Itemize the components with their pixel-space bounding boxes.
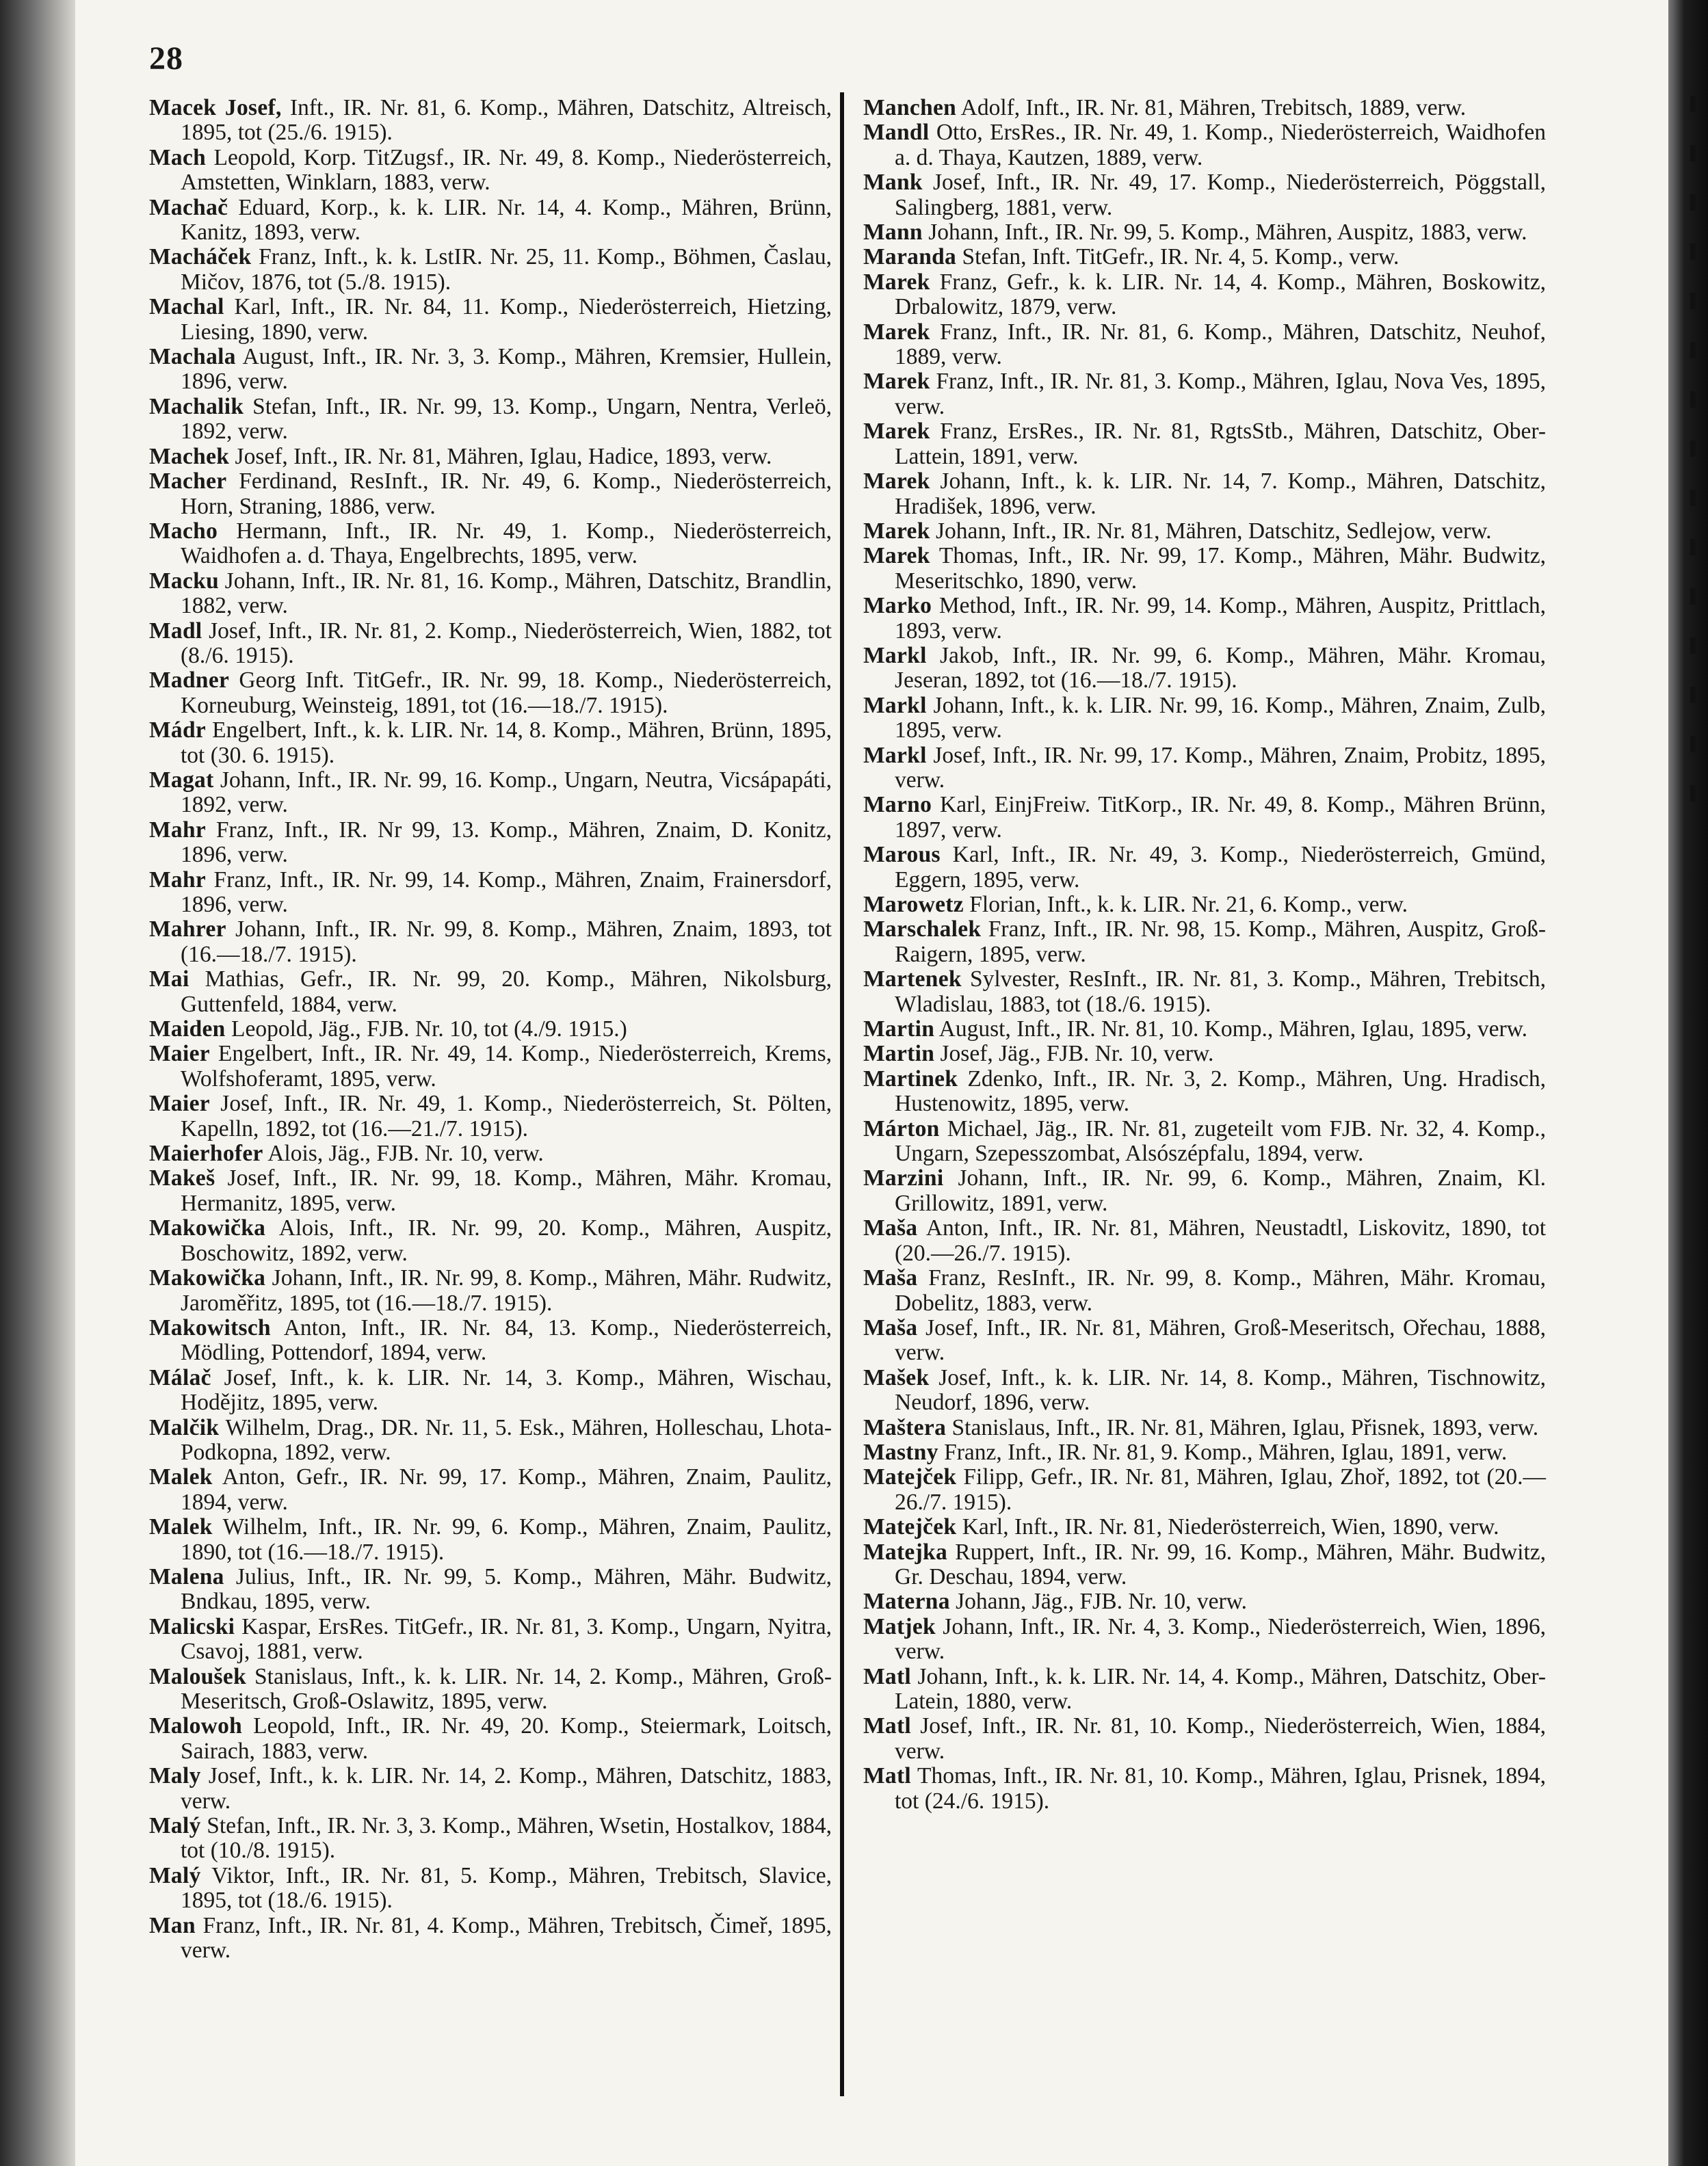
roster-entry bbox=[149, 1141, 832, 1166]
roster-entry bbox=[149, 1615, 832, 1665]
entry-details: Stefan, Inft. TitGefr., IR. Nr. 4, 5. Komp., verw. bbox=[956, 244, 1400, 270]
entry-surname: Matl bbox=[863, 1763, 912, 1789]
roster-entry bbox=[149, 818, 832, 868]
edge-mark bbox=[1690, 637, 1696, 654]
entry-surname: Makowička bbox=[149, 1215, 266, 1241]
roster-entry bbox=[863, 1540, 1546, 1590]
entry-details: Stefan, Inft., IR. Nr. 3, 3. Komp., Mähren, Wsetin, Hostalkov, 1884, tot (10./8. 1915). bbox=[181, 1813, 832, 1864]
entry-details: Adolf, Inft., IR. Nr. 81, Mähren, Trebitsch, 1889, verw. bbox=[956, 95, 1467, 120]
roster-entry bbox=[863, 1465, 1546, 1515]
entry-details: Josef, Inft., k. k. LIR. Nr. 14, 2. Komp., Mähren, Datschitz, 1883, verw. bbox=[181, 1763, 832, 1814]
roster-entry bbox=[149, 1515, 832, 1565]
entry-surname: Matejček bbox=[863, 1464, 957, 1490]
entry-details: Kaspar, ErsRes. TitGefr., IR. Nr. 81, 3. Komp., Ungarn, Nyitra, Csavoj, 1881, verw. bbox=[181, 1613, 832, 1665]
edge-mark bbox=[1690, 539, 1696, 555]
entry-surname: Malčik bbox=[149, 1414, 220, 1440]
entry-details: Josef, Inft., IR. Nr. 81, Mähren, Groß-Meseritsch, Ořechau, 1888, verw. bbox=[895, 1315, 1546, 1366]
entry-details: Karl, EinjFreiw. TitKorp., IR. Nr. 49, 8. Komp., Mähren Brünn, 1897, verw. bbox=[895, 792, 1546, 843]
roster-entry bbox=[863, 694, 1546, 743]
entry-surname: Maly bbox=[149, 1763, 201, 1789]
entry-details: Johann, Inft., IR. Nr. 99, 6. Komp., Mähren, Znaim, Kl. Grillowitz, 1891, verw. bbox=[895, 1165, 1546, 1216]
entry-details: Karl, Inft., IR. Nr. 49, 3. Komp., Niederösterreich, Gmünd, Eggern, 1895, verw. bbox=[895, 842, 1546, 893]
entry-details: Johann, Inft., IR. Nr. 99, 8. Komp., Mähren, Mähr. Rudwitz, Jaroměřitz, 1895, tot (16.—18./7. 1915). bbox=[181, 1265, 832, 1316]
entry-surname: Martinek bbox=[863, 1066, 958, 1092]
column-divider bbox=[840, 92, 844, 2096]
entry-surname: Markl bbox=[863, 692, 927, 718]
entry-surname: Marek bbox=[863, 369, 930, 395]
roster-entry bbox=[149, 1042, 832, 1092]
entry-details: Josef, Inft., IR. Nr. 49, 1. Komp., Niederösterreich, St. Pölten, Kapelln, 1892, tot (16.—21./7. 1915). bbox=[181, 1091, 832, 1141]
roster-entry bbox=[863, 1764, 1546, 1814]
entry-details: Stefan, Inft., IR. Nr. 99, 13. Komp., Ungarn, Nentra, Verleö, 1892, verw. bbox=[181, 393, 832, 445]
roster-entry bbox=[149, 917, 832, 967]
entry-details: Eduard, Korp., k. k. LIR. Nr. 14, 4. Komp., Mähren, Brünn, Kanitz, 1893, verw. bbox=[181, 194, 832, 246]
roster-entry bbox=[149, 1166, 832, 1216]
entry-surname: Makeš bbox=[149, 1165, 215, 1191]
entry-details: Franz, Inft., IR. Nr. 81, 6. Komp., Mähren, Datschitz, Neuhof, 1889, verw. bbox=[895, 319, 1546, 370]
roster-entry bbox=[863, 519, 1546, 544]
roster-entry bbox=[149, 1764, 832, 1814]
entry-details: Michael, Jäg., IR. Nr. 81, zugeteilt vom FJB. Nr. 32, 4. Komp., Ungarn, Szepesszombat, Alsószépfalu, 1894, verw. bbox=[895, 1115, 1546, 1167]
roster-entry bbox=[863, 1515, 1546, 1540]
entry-surname: Madner bbox=[149, 668, 230, 694]
entry-details: Leopold, Inft., IR. Nr. 49, 20. Komp., Steiermark, Loitsch, Sairach, 1883, verw. bbox=[181, 1713, 832, 1764]
entry-surname: Mašek bbox=[863, 1364, 930, 1390]
entry-surname: Manchen bbox=[863, 95, 957, 120]
entry-surname: Mann bbox=[863, 220, 923, 246]
roster-entry bbox=[149, 1316, 832, 1366]
entry-details: Inft., IR. Nr. 81, 6. Komp., Mähren, Datschitz, Altreisch, 1895, tot (25./6. 1915). bbox=[181, 95, 832, 146]
entry-surname: Marko bbox=[863, 593, 932, 619]
roster-entry bbox=[863, 369, 1546, 419]
roster-entry bbox=[863, 270, 1546, 320]
entry-surname: Matl bbox=[863, 1713, 912, 1739]
entry-details: Franz, Inft., IR. Nr 99, 13. Komp., Mähren, Znaim, D. Konitz, 1896, verw. bbox=[181, 817, 832, 868]
entry-details: Franz, Inft., IR. Nr. 81, 9. Komp., Mähren, Iglau, 1891, verw. bbox=[938, 1439, 1508, 1465]
entry-surname: Macháček bbox=[149, 244, 252, 270]
roster-entry bbox=[863, 1017, 1546, 1042]
entry-details: Franz, Inft., IR. Nr. 81, 4. Komp., Mähren, Trebitsch, Čimeř, 1895, verw. bbox=[181, 1912, 832, 1964]
entry-details: Alois, Jäg., FJB. Nr. 10, verw. bbox=[263, 1141, 544, 1167]
entry-surname: Mandl bbox=[863, 120, 930, 146]
edge-mark bbox=[1690, 785, 1696, 802]
roster-entry bbox=[149, 619, 832, 669]
roster-entry bbox=[149, 519, 832, 569]
entry-surname: Marek bbox=[863, 419, 930, 445]
roster-entry bbox=[149, 1366, 832, 1416]
roster-entry bbox=[149, 1416, 832, 1466]
roster-entry bbox=[863, 1316, 1546, 1366]
entry-surname: Márton bbox=[863, 1115, 940, 1141]
entry-details: Mathias, Gefr., IR. Nr. 99, 20. Komp., Mähren, Nikolsburg, Guttenfeld, 1884, verw. bbox=[181, 966, 832, 1017]
entry-details: Leopold, Korp. TitZugsf., IR. Nr. 49, 8. Komp., Niederösterreich, Amstetten, Winklarn, 1883, verw. bbox=[181, 144, 832, 196]
roster-entry bbox=[149, 295, 832, 345]
roster-entry bbox=[863, 220, 1546, 245]
entry-surname: Mank bbox=[863, 170, 923, 196]
entry-details: Alois, Inft., IR. Nr. 99, 20. Komp., Mähren, Auspitz, Boschowitz, 1892, verw. bbox=[181, 1215, 832, 1266]
entry-surname: Makowitsch bbox=[149, 1315, 271, 1340]
entry-details: Thomas, Inft., IR. Nr. 99, 17. Komp., Mähren, Mähr. Budwitz, Meseritschko, 1890, verw. bbox=[895, 543, 1546, 594]
roster-entry bbox=[863, 320, 1546, 370]
entry-details: Johann, Inft., k. k. LIR. Nr. 14, 4. Komp., Mähren, Datschitz, Ober-Latein, 1880, verw. bbox=[895, 1663, 1546, 1714]
entry-details: Ferdinand, ResInft., IR. Nr. 49, 6. Komp., Niederösterreich, Horn, Straning, 1886, verw. bbox=[181, 468, 832, 519]
entry-surname: Maier bbox=[149, 1091, 210, 1117]
entry-surname: Machala bbox=[149, 344, 236, 370]
edge-mark bbox=[1690, 145, 1696, 161]
roster-entry bbox=[863, 743, 1546, 793]
entry-surname: Machek bbox=[149, 443, 230, 469]
entry-surname: Mahr bbox=[149, 867, 207, 893]
roster-entry bbox=[149, 146, 832, 196]
roster-entry bbox=[863, 1440, 1546, 1465]
entry-details: Josef, Jäg., FJB. Nr. 10, verw. bbox=[934, 1041, 1214, 1067]
roster-entry bbox=[863, 1416, 1546, 1440]
entry-details: Florian, Inft., k. k. LIR. Nr. 21, 6. Komp., verw. bbox=[963, 892, 1408, 917]
page-number: 28 bbox=[149, 40, 183, 77]
entry-details: Franz, Inft., k. k. LstIR. Nr. 25, 11. Komp., Böhmen, Časlau, Mičov, 1876, tot (5./8. 1915). bbox=[181, 244, 832, 295]
roster-entry bbox=[149, 1714, 832, 1764]
entry-surname: Marno bbox=[863, 792, 932, 818]
entry-surname: Mastny bbox=[863, 1439, 938, 1465]
roster-entry bbox=[863, 1067, 1546, 1117]
roster-entry bbox=[863, 1166, 1546, 1216]
entry-details: Jakob, Inft., IR. Nr. 99, 6. Komp., Mähren, Mähr. Kromau, Jeseran, 1892, tot (16.—18./7. 1915). bbox=[895, 642, 1546, 694]
entry-details: Josef, Inft., IR. Nr. 99, 17. Komp., Mähren, Znaim, Probitz, 1895, verw. bbox=[895, 742, 1546, 793]
entry-details: Josef, Inft., k. k. LIR. Nr. 14, 8. Komp., Mähren, Tischnowitz, Neudorf, 1896, verw. bbox=[895, 1364, 1546, 1416]
entry-details: Johann, Inft., IR. Nr. 81, 16. Komp., Mähren, Datschitz, Brandlin, 1882, verw. bbox=[181, 568, 832, 619]
roster-entry bbox=[149, 1465, 832, 1515]
entry-surname: Mach bbox=[149, 144, 207, 170]
roster-entry bbox=[863, 843, 1546, 893]
roster-entry bbox=[863, 1665, 1546, 1715]
entry-surname: Maierhofer bbox=[149, 1141, 263, 1167]
entry-surname: Marek bbox=[863, 319, 930, 345]
edge-mark bbox=[1690, 342, 1696, 358]
entry-details: Franz, Gefr., k. k. LIR. Nr. 14, 4. Komp., Mähren, Boskowitz, Drbalowitz, 1879, verw. bbox=[895, 269, 1546, 320]
entry-details: Franz, Inft., IR. Nr. 81, 3. Komp., Mähren, Iglau, Nova Ves, 1895, verw. bbox=[895, 369, 1546, 419]
entry-surname: Macek Josef, bbox=[149, 95, 282, 120]
roster-entry bbox=[149, 718, 832, 768]
entry-details: Viktor, Inft., IR. Nr. 81, 5. Komp., Mähren, Trebitsch, Slavice, 1895, tot (18./6. 1915). bbox=[181, 1862, 832, 1914]
roster-entry bbox=[149, 196, 832, 246]
entry-details: Stanislaus, Inft., IR. Nr. 81, Mähren, Iglau, Přisnek, 1893, verw. bbox=[946, 1414, 1539, 1440]
roster-entry bbox=[149, 1266, 832, 1316]
entry-details: Johann, Inft., IR. Nr. 99, 5. Komp., Mähren, Auspitz, 1883, verw. bbox=[922, 220, 1527, 246]
entry-details: Johann, Inft., IR. Nr. 4, 3. Komp., Niederösterreich, Wien, 1896, verw. bbox=[895, 1613, 1546, 1665]
edge-mark bbox=[1690, 194, 1696, 211]
roster-entry bbox=[863, 1615, 1546, 1665]
entry-details: August, Inft., IR. Nr. 3, 3. Komp., Mähren, Kremsier, Hullein, 1896, verw. bbox=[181, 344, 832, 395]
entry-surname: Madl bbox=[149, 618, 202, 644]
edge-mark bbox=[1690, 293, 1696, 309]
entry-details: Hermann, Inft., IR. Nr. 49, 1. Komp., Niederösterreich, Waidhofen a. d. Thaya, Engelbrechts, 1895, verw. bbox=[181, 518, 832, 569]
entry-details: Method, Inft., IR. Nr. 99, 14. Komp., Mähren, Auspitz, Prittlach, 1893, verw. bbox=[895, 593, 1546, 644]
entry-details: August, Inft., IR. Nr. 81, 10. Komp., Mähren, Iglau, 1895, verw. bbox=[934, 1016, 1528, 1042]
entry-details: Johann, Inft., IR. Nr. 81, Mähren, Datschitz, Sedlejow, verw. bbox=[930, 518, 1492, 544]
entry-surname: Marek bbox=[863, 518, 930, 544]
entry-surname: Markl bbox=[863, 642, 927, 668]
entry-surname: Matjek bbox=[863, 1613, 936, 1639]
roster-entry bbox=[863, 1714, 1546, 1764]
roster-entry bbox=[863, 893, 1546, 917]
entry-details: Josef, Inft., IR. Nr. 81, 10. Komp., Niederösterreich, Wien, 1884, verw. bbox=[895, 1713, 1546, 1764]
edge-mark bbox=[1690, 490, 1696, 506]
roster-entry bbox=[863, 120, 1546, 170]
roster-entry bbox=[149, 469, 832, 519]
entry-details: Otto, ErsRes., IR. Nr. 49, 1. Komp., Niederösterreich, Waidhofen a. d. Thaya, Kautzen, 1889, verw. bbox=[895, 120, 1546, 170]
roster-entry bbox=[863, 1366, 1546, 1416]
entry-surname: Macher bbox=[149, 468, 227, 494]
right-column bbox=[863, 96, 1546, 1814]
roster-entry bbox=[149, 1914, 832, 1964]
entry-details: Franz, ErsRes., IR. Nr. 81, RgtsStb., Mähren, Datschitz, Ober-Lattein, 1891, verw. bbox=[895, 419, 1546, 469]
roster-entry bbox=[149, 1017, 832, 1042]
roster-entry bbox=[863, 419, 1546, 469]
roster-entry bbox=[149, 1565, 832, 1615]
entry-surname: Malek bbox=[149, 1464, 213, 1490]
entry-surname: Matejka bbox=[863, 1539, 948, 1565]
entry-details: Josef, Inft., IR. Nr. 81, Mähren, Iglau, Hadice, 1893, verw. bbox=[229, 443, 772, 469]
entry-details: Karl, Inft., IR. Nr. 81, Niederösterreich, Wien, 1890, verw. bbox=[956, 1514, 1499, 1540]
roster-entry bbox=[863, 170, 1546, 220]
entry-details: Johann, Jäg., FJB. Nr. 10, verw. bbox=[949, 1589, 1247, 1615]
roster-entry bbox=[149, 1216, 832, 1266]
roster-entry bbox=[863, 967, 1546, 1017]
entry-surname: Marous bbox=[863, 842, 941, 868]
roster-entry bbox=[863, 793, 1546, 843]
roster-entry bbox=[149, 1665, 832, 1715]
entry-surname: Martin bbox=[863, 1041, 935, 1067]
edge-mark bbox=[1690, 243, 1696, 260]
entry-surname: Maša bbox=[863, 1215, 918, 1241]
entry-details: Josef, Inft., IR. Nr. 49, 17. Komp., Niederösterreich, Pöggstall, Salingberg, 1881, verw. bbox=[895, 170, 1546, 220]
entry-details: Engelbert, Inft., k. k. LIR. Nr. 14, 8. Komp., Mähren, Brünn, 1895, tot (30. 6. 1915). bbox=[181, 717, 832, 768]
entry-surname: Materna bbox=[863, 1589, 950, 1615]
roster-entry bbox=[149, 768, 832, 818]
entry-surname: Machal bbox=[149, 294, 224, 320]
entry-surname: Mahr bbox=[149, 817, 207, 843]
roster-entry bbox=[863, 245, 1546, 269]
edge-mark bbox=[1690, 588, 1696, 605]
entry-details: Wilhelm, Inft., IR. Nr. 99, 6. Komp., Mähren, Znaim, Paulitz, 1890, tot (16.—18./7. 1915). bbox=[181, 1514, 832, 1565]
entry-details: Josef, Inft., k. k. LIR. Nr. 14, 3. Komp., Mähren, Wischau, Hoděјitz, 1895, verw. bbox=[181, 1364, 832, 1416]
entry-surname: Maranda bbox=[863, 244, 957, 270]
roster-entry bbox=[149, 96, 832, 146]
roster-entry bbox=[149, 1864, 832, 1914]
roster-entry bbox=[863, 1042, 1546, 1066]
roster-entry bbox=[149, 668, 832, 718]
roster-entry bbox=[863, 96, 1546, 120]
roster-entry bbox=[149, 868, 832, 918]
roster-entry bbox=[149, 345, 832, 395]
entry-details: Josef, Inft., IR. Nr. 81, 2. Komp., Niederösterreich, Wien, 1882, tot (8./6. 1915). bbox=[181, 618, 832, 668]
entry-surname: Marek bbox=[863, 468, 930, 494]
roster-entry bbox=[149, 1814, 832, 1864]
entry-details: Johann, Inft., IR. Nr. 99, 16. Komp., Ungarn, Neutra, Vicsápapáti, 1892, verw. bbox=[181, 767, 832, 818]
entry-details: Thomas, Inft., IR. Nr. 81, 10. Komp., Mähren, Iglau, Prisnek, 1894, tot (24./6. 1915). bbox=[895, 1763, 1546, 1814]
edge-mark bbox=[1690, 440, 1696, 457]
roster-entry bbox=[149, 967, 832, 1017]
entry-surname: Machalik bbox=[149, 393, 244, 419]
entry-surname: Malý bbox=[149, 1862, 201, 1888]
entry-surname: Martenek bbox=[863, 966, 962, 992]
right-page-edge bbox=[1668, 0, 1708, 2166]
entry-surname: Málač bbox=[149, 1364, 211, 1390]
entry-details: Filipp, Gefr., IR. Nr. 81, Mähren, Iglau, Zhoř, 1892, tot (20.—26./7. 1915). bbox=[895, 1464, 1546, 1515]
entry-surname: Marek bbox=[863, 269, 930, 295]
entry-surname: Mai bbox=[149, 966, 189, 992]
entry-details: Anton, Inft., IR. Nr. 84, 13. Komp., Niederösterreich, Mödling, Pottendorf, 1894, verw. bbox=[181, 1315, 832, 1366]
entry-surname: Macho bbox=[149, 518, 218, 544]
entry-surname: Malowoh bbox=[149, 1713, 243, 1739]
entry-surname: Maiden bbox=[149, 1016, 226, 1042]
edge-mark bbox=[1690, 736, 1696, 752]
entry-surname: Maštera bbox=[863, 1414, 947, 1440]
entry-details: Franz, Inft., IR. Nr. 99, 14. Komp., Mähren, Znaim, Frainersdorf, 1896, verw. bbox=[181, 867, 832, 917]
entry-details: Karl, Inft., IR. Nr. 84, 11. Komp., Niederösterreich, Hietzing, Liesing, 1890, verw. bbox=[181, 294, 832, 345]
entry-details: Julius, Inft., IR. Nr. 99, 5. Komp., Mähren, Mähr. Budwitz, Bndkau, 1895, verw. bbox=[181, 1563, 832, 1615]
entry-surname: Martin bbox=[863, 1016, 935, 1042]
roster-entry bbox=[863, 917, 1546, 967]
roster-entry bbox=[149, 445, 832, 469]
entry-surname: Marek bbox=[863, 543, 930, 569]
entry-details: Josef, Inft., IR. Nr. 99, 18. Komp., Mähren, Mähr. Kromau, Hermanitz, 1895, verw. bbox=[181, 1165, 832, 1216]
roster-entry bbox=[149, 245, 832, 295]
entry-surname: Malý bbox=[149, 1813, 201, 1839]
entry-surname: Magat bbox=[149, 767, 214, 793]
entry-surname: Malicski bbox=[149, 1613, 235, 1639]
entry-details: Johann, Inft., k. k. LIR. Nr. 14, 7. Komp., Mähren, Datschitz, Hradišek, 1896, verw. bbox=[895, 468, 1546, 519]
roster-entry bbox=[149, 569, 832, 619]
entry-surname: Matejček bbox=[863, 1514, 957, 1540]
roster-entry bbox=[863, 1589, 1546, 1614]
entry-details: Georg Inft. TitGefr., IR. Nr. 99, 18. Komp., Niederösterreich, Korneuburg, Weinsteig, 1891, tot (16.—18./7. 1915). bbox=[181, 668, 832, 718]
entry-details: Johann, Inft., k. k. LIR. Nr. 99, 16. Komp., Mähren, Znaim, Zulb, 1895, verw. bbox=[895, 692, 1546, 743]
entry-surname: Maloušek bbox=[149, 1663, 246, 1689]
left-page-shadow bbox=[0, 0, 75, 2166]
roster-entry bbox=[863, 594, 1546, 644]
entry-surname: Maša bbox=[863, 1265, 918, 1291]
entry-surname: Maier bbox=[149, 1041, 210, 1067]
entry-surname: Malena bbox=[149, 1563, 224, 1589]
entry-surname: Machač bbox=[149, 194, 228, 220]
entry-details: Anton, Inft., IR. Nr. 81, Mähren, Neustadtl, Liskovitz, 1890, tot (20.—26./7. 1915). bbox=[895, 1215, 1546, 1266]
entry-surname: Markl bbox=[863, 742, 927, 768]
left-column bbox=[149, 96, 832, 1963]
edge-mark bbox=[1690, 391, 1696, 408]
edge-mark bbox=[1690, 96, 1696, 112]
roster-entry bbox=[863, 1216, 1546, 1266]
entry-details: Johann, Inft., IR. Nr. 99, 8. Komp., Mähren, Znaim, 1893, tot (16.—18./7. 1915). bbox=[181, 916, 832, 967]
entry-details: Wilhelm, Drag., DR. Nr. 11, 5. Esk., Mähren, Holleschau, Lhota-Podkopna, 1892, verw. bbox=[181, 1414, 832, 1465]
entry-surname: Marzini bbox=[863, 1165, 944, 1191]
edge-mark bbox=[1690, 687, 1696, 703]
entry-surname: Man bbox=[149, 1912, 196, 1938]
entry-surname: Marschalek bbox=[863, 916, 982, 942]
entry-details: Ruppert, Inft., IR. Nr. 99, 16. Komp., Mähren, Mähr. Budwitz, Gr. Deschau, 1894, verw. bbox=[895, 1539, 1546, 1589]
entry-details: Leopold, Jäg., FJB. Nr. 10, tot (4./9. 1915.) bbox=[225, 1016, 627, 1042]
entry-details: Stanislaus, Inft., k. k. LIR. Nr. 14, 2. Komp., Mähren, Groß-Meseritsch, Groß-Oslawitz, 1895, verw. bbox=[181, 1663, 832, 1714]
entry-details: Engelbert, Inft., IR. Nr. 49, 14. Komp., Niederösterreich, Krems, Wolfshoferamt, 1895, verw. bbox=[181, 1041, 832, 1092]
entry-details: Sylvester, ResInft., IR. Nr. 81, 3. Komp., Mähren, Trebitsch, Wladislau, 1883, tot (18./6. 1915). bbox=[895, 966, 1546, 1017]
roster-entry bbox=[863, 1117, 1546, 1167]
roster-entry bbox=[149, 395, 832, 445]
entry-details: Zdenko, Inft., IR. Nr. 3, 2. Komp., Mähren, Ung. Hradisch, Hustenowitz, 1895, verw. bbox=[895, 1066, 1546, 1117]
entry-surname: Macku bbox=[149, 568, 219, 594]
roster-entry bbox=[149, 1092, 832, 1141]
entry-surname: Makowička bbox=[149, 1265, 266, 1291]
entry-surname: Mádr bbox=[149, 717, 207, 743]
entry-surname: Malek bbox=[149, 1514, 213, 1540]
roster-entry bbox=[863, 644, 1546, 694]
entry-surname: Marowetz bbox=[863, 892, 964, 917]
entry-surname: Maša bbox=[863, 1315, 918, 1340]
entry-details: Franz, Inft., IR. Nr. 98, 15. Komp., Mähren, Auspitz, Groß-Raigern, 1895, verw. bbox=[895, 916, 1546, 967]
roster-entry bbox=[863, 1266, 1546, 1316]
roster-entry bbox=[863, 544, 1546, 594]
entry-surname: Matl bbox=[863, 1663, 912, 1689]
entry-details: Anton, Gefr., IR. Nr. 99, 17. Komp., Mähren, Znaim, Paulitz, 1894, verw. bbox=[181, 1464, 832, 1515]
roster-entry bbox=[863, 469, 1546, 519]
entry-details: Franz, ResInft., IR. Nr. 99, 8. Komp., Mähren, Mähr. Kromau, Dobelitz, 1883, verw. bbox=[895, 1265, 1546, 1316]
entry-surname: Mahrer bbox=[149, 916, 226, 942]
